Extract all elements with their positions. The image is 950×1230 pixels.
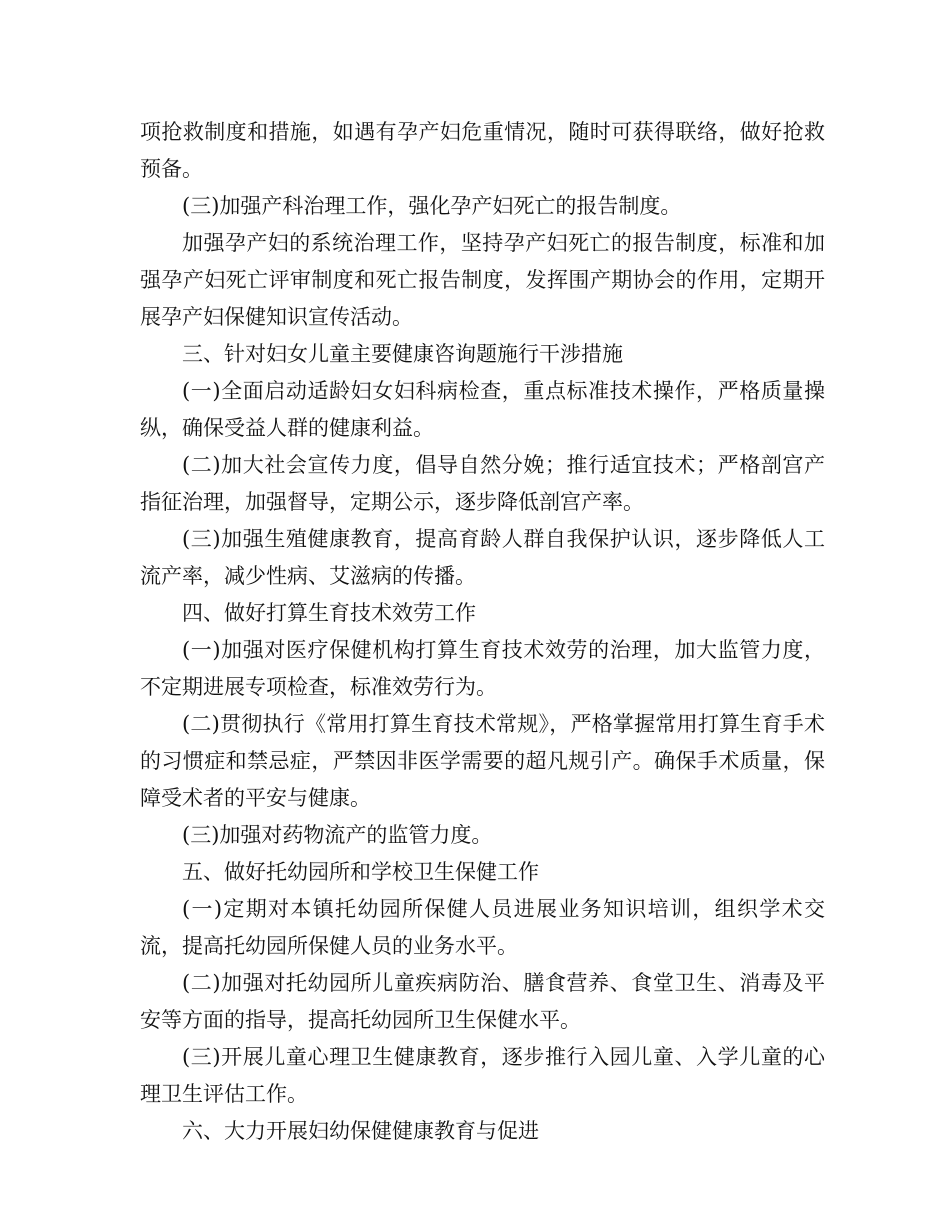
- section-heading-4: 四、做好打算生育技术效劳工作: [182, 601, 476, 625]
- paragraph-13: (一)定期对本镇托幼园所保健人员进展业务知识培训，组织学术交流，提高托幼园所保健人员的业务水平。: [140, 897, 825, 958]
- document-page: [140, 114, 825, 1150]
- paragraph-11: (三)加强对药物流产的监管力度。: [182, 823, 493, 847]
- paragraph-1: 项抢救制度和措施，如遇有孕产妇危重情况，随时可获得联络，做好抢救预备。: [140, 120, 825, 181]
- section-heading-6: 六、大力开展妇幼保健健康教育与促进: [182, 1119, 539, 1143]
- section-heading-5: 五、做好托幼园所和学校卫生保健工作: [182, 860, 539, 884]
- section-heading-3: 三、针对妇女儿童主要健康咨询题施行干涉措施: [182, 342, 623, 366]
- paragraph-2: (三)加强产科治理工作，强化孕产妇死亡的报告制度。: [182, 194, 682, 218]
- paragraph-15: (三)开展儿童心理卫生健康教育，逐步推行入园儿童、入学儿童的心理卫生评估工作。: [140, 1045, 825, 1106]
- paragraph-5: (一)全面启动适龄妇女妇科病检查，重点标准技术操作，严格质量操纵，确保受益人群的健康利益。: [140, 379, 825, 440]
- paragraph-14: (二)加强对托幼园所儿童疾病防治、膳食营养、食堂卫生、消毒及平安等方面的指导，提高托幼园所卫生保健水平。: [140, 971, 825, 1032]
- paragraph-9: (一)加强对医疗保健机构打算生育技术效劳的治理，加大监管力度，不定期进展专项检查，标准效劳行为。: [140, 638, 825, 699]
- paragraph-3: 加强孕产妇的系统治理工作，坚持孕产妇死亡的报告制度，标准和加强孕产妇死亡评审制度和死亡报告制度，发挥围产期协会的作用，定期开展孕产妇保健知识宣传活动。: [140, 231, 825, 329]
- paragraph-6: (二)加大社会宣传力度，倡导自然分娩；推行适宜技术；严格剖宫产指征治理，加强督导，定期公示，逐步降低剖宫产率。: [140, 453, 825, 514]
- paragraph-7: (三)加强生殖健康教育，提高育龄人群自我保护认识，逐步降低人工流产率，减少性病、艾滋病的传播。: [140, 527, 825, 588]
- paragraph-10: (二)贯彻执行《常用打算生育技术常规》，严格掌握常用打算生育手术的习惯症和禁忌症，严禁因非医学需要的超凡规引产。确保手术质量，保障受术者的平安与健康。: [140, 712, 825, 810]
